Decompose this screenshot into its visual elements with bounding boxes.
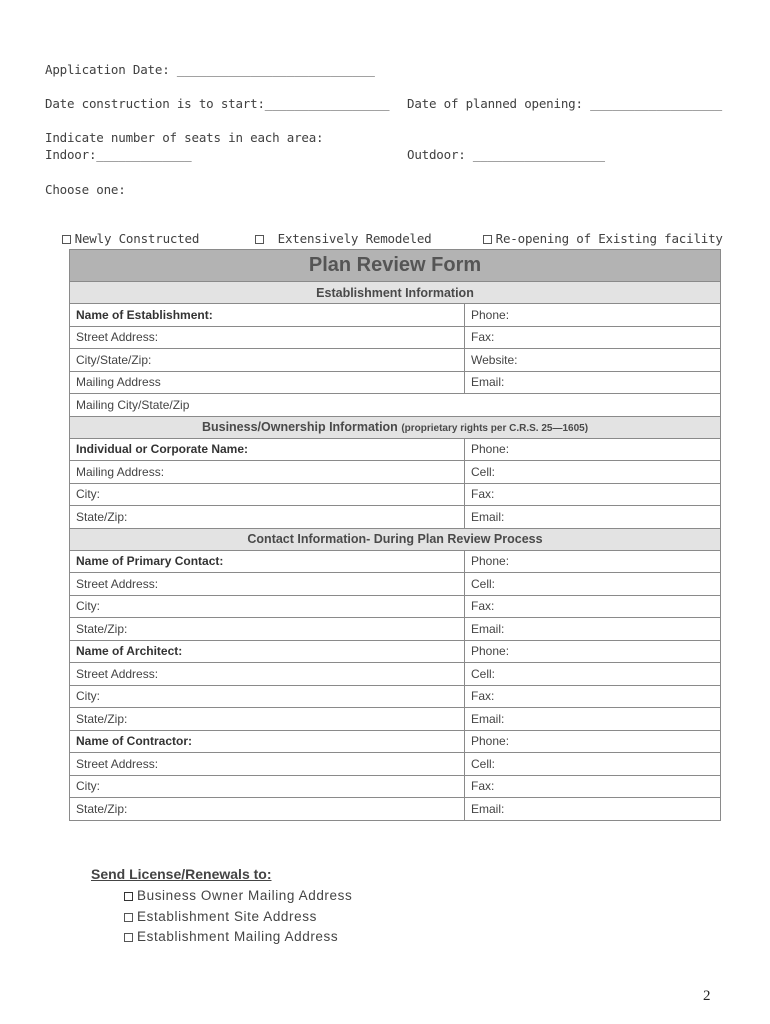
application-date-field[interactable]: Application Date: ___________________________ — [45, 62, 375, 77]
field-label[interactable]: Name of Primary Contact: — [70, 550, 465, 573]
page-number: 2 — [703, 988, 711, 1004]
table-row — [70, 730, 721, 753]
field-label[interactable]: Individual or Corporate Name: — [70, 438, 465, 461]
section-header — [70, 282, 721, 304]
field-label-secondary[interactable]: Email: — [465, 798, 721, 821]
section-business — [70, 416, 721, 438]
checkbox-icon[interactable] — [62, 235, 71, 244]
send-option-owner[interactable]: Business Owner Mailing Address — [124, 888, 352, 903]
section-title: Contact Information- During Plan Review Process — [247, 532, 543, 546]
table-row — [70, 775, 721, 798]
table-row — [70, 595, 721, 618]
section-header — [70, 528, 721, 550]
section-note: (proprietary rights per C.R.S. 25—1605) — [401, 423, 589, 434]
field-label[interactable]: Street Address: — [70, 326, 465, 349]
field-label[interactable]: Mailing Address — [70, 371, 465, 394]
field-label-secondary[interactable]: Phone: — [465, 304, 721, 327]
field-label[interactable]: State/Zip: — [70, 506, 465, 529]
field-label[interactable]: State/Zip: — [70, 708, 465, 731]
table-row — [70, 663, 721, 686]
form-title-row — [70, 250, 721, 282]
construction-start-field[interactable]: Date construction is to start:_________________ — [45, 96, 390, 111]
checkbox-icon[interactable] — [255, 235, 264, 244]
send-option-mailing[interactable]: Establishment Mailing Address — [124, 929, 338, 944]
table-row — [70, 708, 721, 731]
field-label-secondary[interactable]: Fax: — [465, 326, 721, 349]
checkbox-icon[interactable] — [124, 913, 133, 922]
field-label-secondary[interactable]: Fax: — [465, 775, 721, 798]
field-label[interactable]: City: — [70, 685, 465, 708]
form-title: Plan Review Form — [70, 250, 721, 282]
table-row — [70, 753, 721, 776]
field-label[interactable]: City/State/Zip: — [70, 349, 465, 372]
table-row — [70, 349, 721, 372]
table-row — [70, 371, 721, 394]
seats-prompt: Indicate number of seats in each area: — [45, 130, 324, 145]
table-row — [70, 326, 721, 349]
table-row — [70, 640, 721, 663]
table-row — [70, 550, 721, 573]
table-row — [70, 506, 721, 529]
field-label-secondary[interactable]: Fax: — [465, 483, 721, 506]
field-label[interactable]: Mailing Address: — [70, 461, 465, 484]
field-label-secondary[interactable]: Fax: — [465, 685, 721, 708]
table-row — [70, 573, 721, 596]
field-label[interactable]: City: — [70, 595, 465, 618]
field-label[interactable]: Name of Contractor: — [70, 730, 465, 753]
field-label-secondary[interactable]: Phone: — [465, 550, 721, 573]
field-label-secondary[interactable]: Email: — [465, 708, 721, 731]
field-label[interactable]: Street Address: — [70, 573, 465, 596]
planned-opening-field[interactable]: Date of planned opening: __________________ — [407, 96, 723, 111]
field-label[interactable]: Name of Architect: — [70, 640, 465, 663]
section-header — [70, 416, 721, 438]
plan-review-table — [69, 249, 721, 821]
table-row — [70, 304, 721, 327]
section-establishment: Establishment Information — [70, 282, 721, 304]
field-label[interactable]: Street Address: — [70, 663, 465, 686]
choice-extensively-remodeled[interactable]: Extensively Remodeled — [240, 216, 432, 246]
field-label[interactable]: State/Zip: — [70, 618, 465, 641]
field-label-secondary[interactable]: Phone: — [465, 640, 721, 663]
field-label-secondary[interactable]: Phone: — [465, 730, 721, 753]
table-row — [70, 438, 721, 461]
table-row — [70, 394, 721, 417]
field-label-secondary[interactable]: Website: — [465, 349, 721, 372]
section-contact — [70, 528, 721, 550]
indoor-seats-field[interactable]: Indoor:_____________ — [45, 147, 192, 162]
field-label[interactable]: City: — [70, 775, 465, 798]
choice-reopening[interactable]: Re-opening of Existing facility — [468, 216, 723, 246]
mailing-city-state-zip[interactable]: Mailing City/State/Zip — [70, 394, 721, 417]
field-label-secondary[interactable]: Cell: — [465, 663, 721, 686]
table-row — [70, 618, 721, 641]
field-label[interactable]: Name of Establishment: — [70, 304, 465, 327]
field-label-secondary[interactable]: Phone: — [465, 438, 721, 461]
choice-newly-constructed[interactable]: Newly Constructed — [47, 216, 199, 246]
field-label-secondary[interactable]: Cell: — [465, 753, 721, 776]
field-label-secondary[interactable]: Email: — [465, 371, 721, 394]
send-option-site[interactable]: Establishment Site Address — [124, 909, 317, 924]
table-row — [70, 483, 721, 506]
choose-one-label: Choose one: — [45, 182, 126, 197]
field-label[interactable]: State/Zip: — [70, 798, 465, 821]
table-row — [70, 798, 721, 821]
section-title: Business/Ownership Information — [201, 420, 398, 434]
table-row — [70, 461, 721, 484]
outdoor-seats-field[interactable]: Outdoor: __________________ — [407, 147, 605, 162]
field-label-secondary[interactable]: Fax: — [465, 595, 721, 618]
field-label-secondary[interactable]: Email: — [465, 506, 721, 529]
field-label[interactable]: City: — [70, 483, 465, 506]
table-row — [70, 685, 721, 708]
send-license-title: Send License/Renewals to: — [91, 866, 272, 882]
checkbox-icon[interactable] — [124, 933, 133, 942]
field-label[interactable]: Street Address: — [70, 753, 465, 776]
field-label-secondary[interactable]: Cell: — [465, 461, 721, 484]
checkbox-icon[interactable] — [124, 892, 133, 901]
checkbox-icon[interactable] — [483, 235, 492, 244]
field-label-secondary[interactable]: Email: — [465, 618, 721, 641]
field-label-secondary[interactable]: Cell: — [465, 573, 721, 596]
